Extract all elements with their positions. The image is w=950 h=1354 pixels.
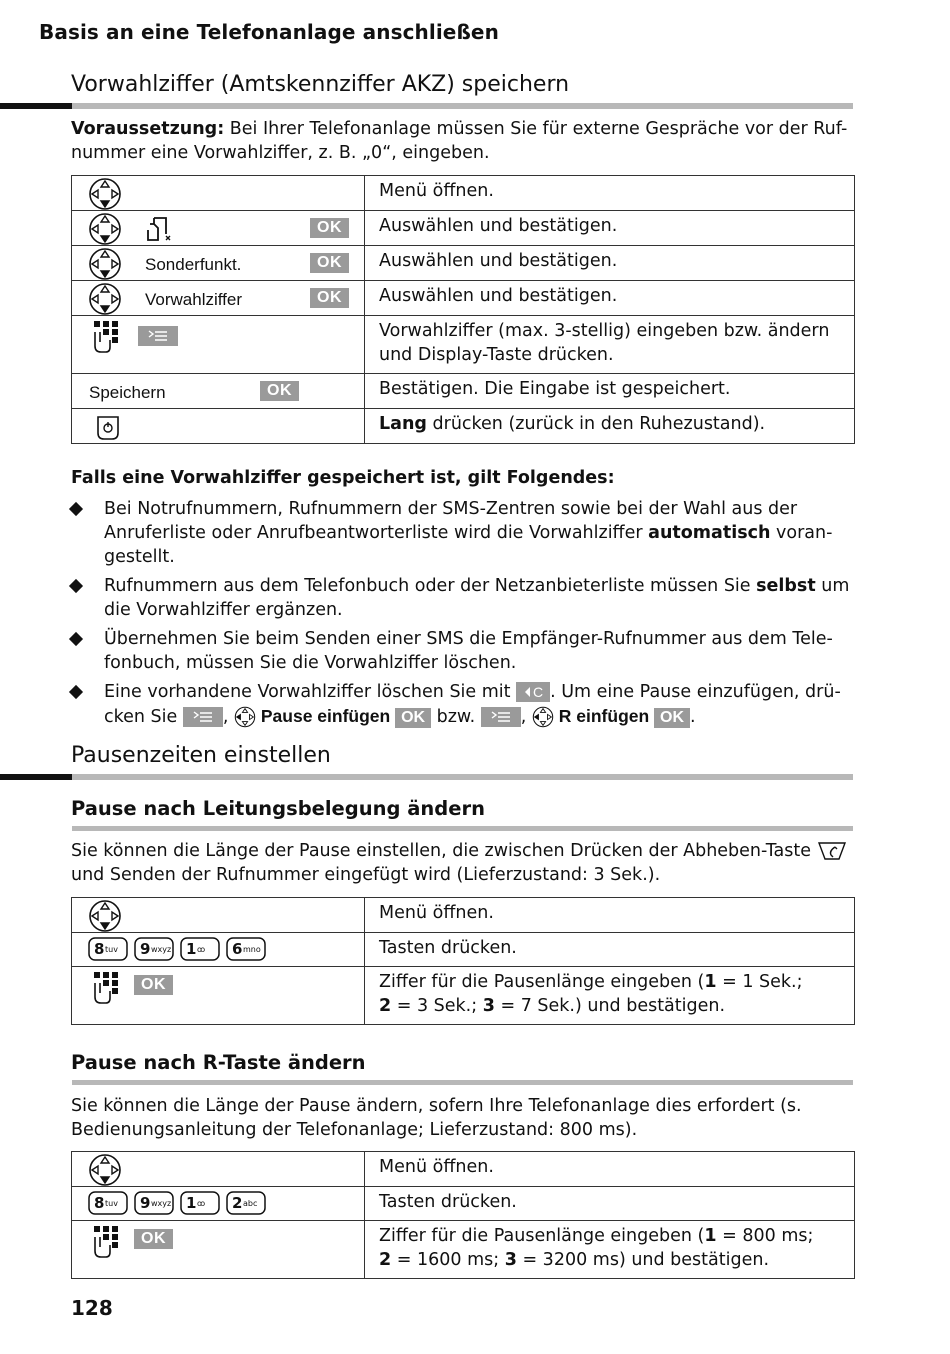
talk-key-icon	[817, 839, 847, 863]
digit-key-2-icon	[226, 1191, 266, 1215]
subheading-rule	[72, 826, 853, 831]
step-action-cell	[72, 1221, 365, 1279]
step-row	[72, 409, 855, 444]
navigation-key-icon	[88, 177, 122, 211]
bullet-diamond-icon	[69, 579, 83, 593]
step-description: Menü öffnen.	[365, 898, 855, 933]
prerequisite-text: Bei Ihrer Telefonanlage müssen Sie für externe Gespräche vor der Ruf-nummer eine Vorwahlziffer, z. B. „0“, eingeben.	[71, 119, 848, 163]
bullet-diamond-icon	[69, 685, 83, 699]
svg-text:mno: mno	[243, 945, 261, 954]
navigation-key-icon	[532, 706, 554, 728]
section-title-vorwahlziffer: Vorwahlziffer (Amtskennziffer AKZ) speichern	[71, 72, 570, 97]
navigation-key-icon	[88, 247, 122, 281]
step-description: Menü öffnen.	[365, 1152, 855, 1187]
ok-key: OK	[310, 288, 349, 308]
bullet-text: ,	[222, 707, 234, 727]
step-row	[72, 176, 855, 211]
step-row	[72, 211, 855, 246]
ok-key: OK	[260, 381, 299, 401]
bullet-text: voran-gestellt.	[104, 523, 833, 567]
bullet-item	[71, 680, 856, 729]
heading-rule	[72, 103, 853, 109]
step-row	[72, 1152, 855, 1187]
navigation-key-icon	[88, 1153, 122, 1187]
step-description: Auswählen und bestätigen.	[365, 281, 855, 316]
step-description-bold: Lang	[379, 414, 427, 434]
page-number: 128	[71, 1296, 113, 1320]
step-description: Tasten drücken.	[365, 1187, 855, 1221]
keypad-icon	[92, 971, 122, 1005]
steps-table-r-taste	[71, 1151, 855, 1279]
menu-entry-pause: Pause einfügen	[256, 706, 396, 726]
section-title-pausenzeiten: Pausenzeiten einstellen	[71, 743, 331, 768]
menu-entry-label: Speichern	[89, 383, 166, 402]
digit-key-1-icon	[180, 937, 220, 961]
step-description-bold: 2	[379, 996, 392, 1016]
svg-text:ꝏ: ꝏ	[197, 1199, 206, 1208]
step-description	[365, 409, 855, 444]
menu-entry-label: Vorwahlziffer	[145, 290, 243, 309]
navigation-key-icon	[88, 899, 122, 933]
step-description-text: = 1 Sek.;	[716, 972, 803, 992]
svg-text:9: 9	[140, 1194, 151, 1212]
step-description-text: drücken (zurück in den Ruhezustand).	[426, 414, 766, 434]
bullet-bold: selbst	[756, 576, 816, 596]
subsection-title-r-taste: Pause nach R-Taste ändern	[71, 1051, 366, 1074]
heading-rule-marker	[0, 103, 72, 109]
svg-text:tuv: tuv	[105, 945, 118, 954]
heading-rule-marker	[0, 774, 72, 780]
step-description: Auswählen und bestätigen.	[365, 246, 855, 281]
keypad-icon	[92, 320, 122, 354]
digit-key-sequence	[88, 1191, 272, 1222]
step-description-bold: 2	[379, 1250, 392, 1270]
bullet-text: Bei Notrufnummern, Rufnummern der SMS-Zentren sowie bei der Wahl aus der Anruferliste oder Anrufbeantworterliste wird die Vorwahlziffer	[104, 499, 798, 543]
step-description-bold: 3	[504, 1250, 517, 1270]
menu-entry-label: Sonderfunkt.	[145, 255, 242, 274]
navigation-key-icon	[88, 212, 122, 246]
step-action-cell	[72, 1152, 365, 1187]
step-description-text: = 3200 ms) und bestätigen.	[516, 1250, 770, 1270]
svg-text:2: 2	[232, 1194, 243, 1212]
falls-heading: Falls eine Vorwahlziffer gespeichert ist, gilt Folgendes:	[71, 468, 615, 488]
step-row	[72, 933, 855, 967]
svg-text:wxyz: wxyz	[151, 1199, 172, 1208]
steps-table-leitungsbelegung	[71, 897, 855, 1025]
svg-text:wxyz: wxyz	[151, 945, 172, 954]
step-action-cell	[72, 374, 365, 409]
step-description-text: = 3 Sek.;	[391, 996, 483, 1016]
step-action-cell	[72, 176, 365, 211]
step-description-text: = 800 ms;	[716, 1226, 814, 1246]
paragraph-text: und Senden der Rufnummer eingefügt wird (Lieferzustand: 3 Sek.).	[71, 865, 661, 885]
step-description: Tasten drücken.	[365, 933, 855, 967]
step-action-cell	[72, 211, 365, 246]
step-action-cell	[72, 246, 365, 281]
steps-table-vorwahlziffer	[71, 175, 855, 444]
bullet-text: . Um eine Pause einzufügen, drü-cken Sie	[104, 682, 841, 727]
bullet-item	[71, 497, 856, 569]
step-row	[72, 374, 855, 409]
step-row	[72, 1187, 855, 1221]
keypad-icon	[92, 1225, 122, 1259]
navigation-key-icon	[88, 282, 122, 316]
display-key-icon	[481, 707, 521, 727]
step-description	[365, 967, 855, 1025]
digit-key-sequence	[88, 937, 272, 968]
bullet-text: .	[690, 707, 696, 727]
svg-text:9: 9	[140, 940, 151, 958]
step-action-cell	[72, 409, 365, 444]
pause-r-paragraph: Sie können die Länge der Pause ändern, sofern Ihre Telefonanlage dies erfordert (s. Bedienungsanleitung der Telefonanlage; Lieferzustand: 800 ms).	[71, 1096, 802, 1140]
digit-key-1-icon	[180, 1191, 220, 1215]
ok-key: OK	[134, 1229, 173, 1249]
ok-key: OK	[310, 253, 349, 273]
pause-line-paragraph	[71, 839, 856, 887]
step-action-cell	[72, 316, 365, 374]
step-description: Menü öffnen.	[365, 176, 855, 211]
svg-text:ꝏ: ꝏ	[197, 945, 206, 954]
bullet-text: Übernehmen Sie beim Senden einer SMS die Empfänger-Rufnummer aus dem Tele-fonbuch, müssen Sie die Vorwahlziffer löschen.	[104, 629, 833, 673]
digit-key-8-icon	[88, 1191, 128, 1215]
step-action-cell	[72, 967, 365, 1025]
step-row	[72, 281, 855, 316]
bullet-text: um die Vorwahlziffer ergänzen.	[104, 576, 850, 620]
prerequisite-paragraph	[71, 117, 856, 165]
digit-key-6-icon	[226, 937, 266, 961]
settings-phone-icon	[144, 216, 174, 242]
ok-key: OK	[654, 708, 690, 728]
bullet-bold: automatisch	[648, 523, 771, 543]
svg-text:1: 1	[186, 1194, 197, 1212]
step-row	[72, 316, 855, 374]
step-description-text: = 7 Sek.) und bestätigen.	[494, 996, 726, 1016]
step-description-bold: 1	[704, 972, 717, 992]
step-description-text: = 1600 ms;	[391, 1250, 505, 1270]
digit-key-8-icon	[88, 937, 128, 961]
running-header: Basis an eine Telefonanlage anschließen	[39, 20, 499, 44]
step-action-cell	[72, 933, 365, 967]
step-description-bold: 3	[482, 996, 495, 1016]
subsection-title-leitungsbelegung: Pause nach Leitungsbelegung ändern	[71, 797, 485, 820]
ok-key: OK	[310, 218, 349, 238]
svg-text:1: 1	[186, 940, 197, 958]
step-row	[72, 1221, 855, 1279]
step-row	[72, 967, 855, 1025]
svg-text:abc: abc	[243, 1199, 258, 1208]
step-row	[72, 246, 855, 281]
bullet-item	[71, 627, 856, 675]
heading-rule	[72, 774, 853, 780]
display-key-icon	[134, 326, 182, 346]
step-row	[72, 898, 855, 933]
step-description-text: Ziffer für die Pausenlänge eingeben (	[379, 1226, 705, 1246]
step-description: Vorwahlziffer (max. 3-stellig) eingeben bzw. ändern und Display-Taste drücken.	[365, 316, 855, 374]
step-description: Auswählen und bestätigen.	[365, 211, 855, 246]
clear-key-icon	[516, 682, 550, 702]
ok-key: OK	[134, 975, 173, 995]
prerequisite-label: Voraussetzung:	[71, 119, 225, 139]
subheading-rule	[72, 1080, 853, 1085]
step-action-cell	[72, 281, 365, 316]
bullet-text: Eine vorhandene Vorwahlziffer löschen Sie mit	[104, 682, 517, 702]
step-description: Bestätigen. Die Eingabe ist gespeichert.	[365, 374, 855, 409]
step-action-cell	[72, 898, 365, 933]
ok-key: OK	[395, 708, 431, 728]
digit-key-9-icon	[134, 937, 174, 961]
svg-text:tuv: tuv	[105, 1199, 118, 1208]
menu-entry-r: R einfügen	[553, 706, 655, 726]
bullet-list	[71, 497, 856, 734]
svg-text:6: 6	[232, 940, 243, 958]
navigation-key-icon	[234, 706, 256, 728]
step-action-cell	[72, 1187, 365, 1221]
bullet-text: ,	[520, 707, 532, 727]
step-description	[365, 1221, 855, 1279]
paragraph-text: Sie können die Länge der Pause einstellen, die zwischen Drücken der Abheben-Taste	[71, 841, 811, 861]
digit-key-9-icon	[134, 1191, 174, 1215]
svg-text:8: 8	[94, 940, 105, 958]
bullet-text: Rufnummern aus dem Telefonbuch oder der Netzanbieterliste müssen Sie	[104, 576, 757, 596]
end-call-key-icon	[94, 413, 122, 441]
step-description-text: Ziffer für die Pausenlänge eingeben (	[379, 972, 705, 992]
svg-text:8: 8	[94, 1194, 105, 1212]
step-description-bold: 1	[704, 1226, 717, 1246]
display-key-icon	[183, 707, 223, 727]
bullet-diamond-icon	[69, 502, 83, 516]
bullet-item	[71, 574, 856, 622]
bullet-text: bzw.	[431, 707, 481, 727]
bullet-diamond-icon	[69, 632, 83, 646]
